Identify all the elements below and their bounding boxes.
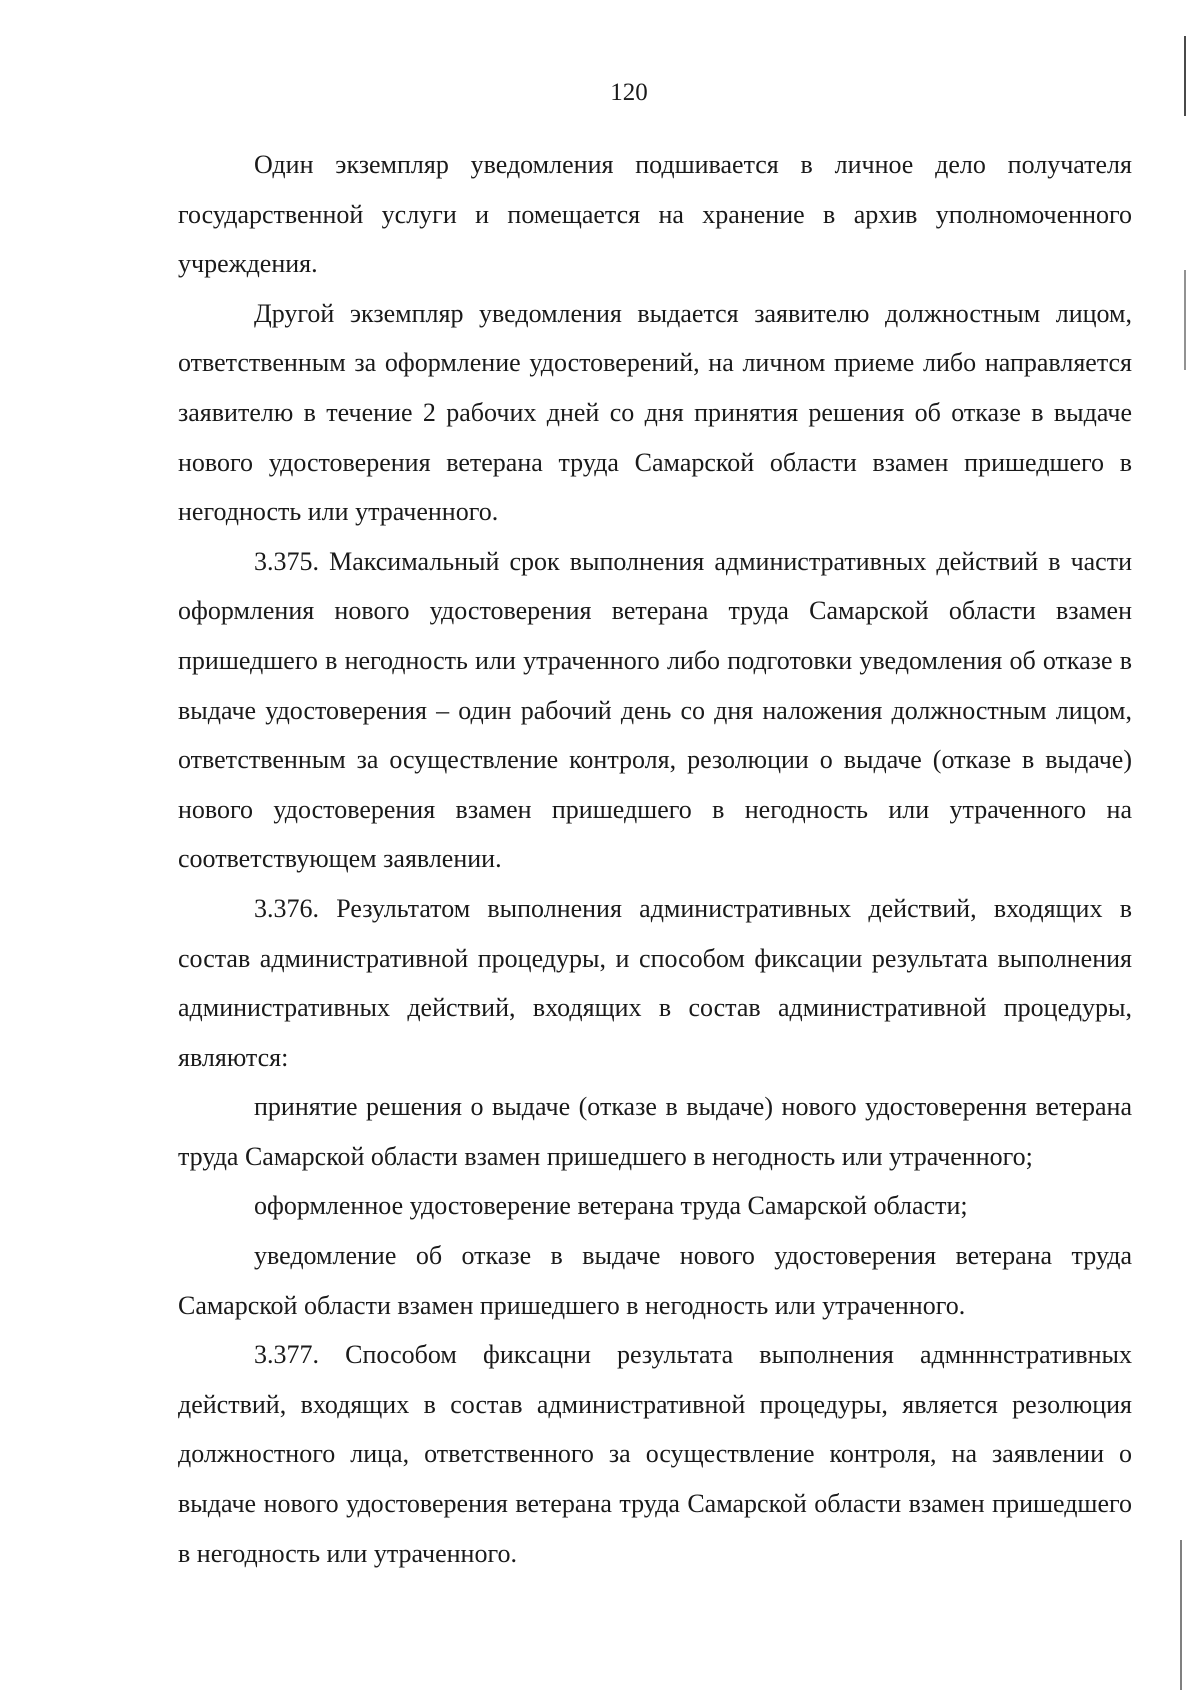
document-body (178, 140, 1132, 1578)
paragraph-3-377: 3.377. Способом фиксацни результата выполнения адмнннстративных действий, входящих в состав административной процедуры, является резолюция должностного лица, ответственного за осуществление контроля, на заявлении о выдаче нового удостоверения ветерана труда Самарской области взамен пришедшего в негодность или утраченного. (178, 1340, 1132, 1568)
paragraph-3-375: 3.375. Максимальный срок выполнения административных действий в части оформления нового удостоверения ветерана труда Самарской области взамен пришедшего в негодность или утраченного либо подготовки уведомления об отказе в выдаче удостоверения – один рабочий день со дня наложения должностным лицом, ответственным за осуществление контроля, резолюции о выдаче (отказе в выдаче) нового удостоверения взамен пришедшего в негодность или утраченного на соответствующем заявлении. (178, 546, 1132, 874)
list-item: принятие решения о выдаче (отказе в выдаче) нового удостоверення ветерана труда Самарской области взамен пришедшего в негодность или утраченного; (178, 1092, 1132, 1171)
paragraph: Другой экземпляр уведомления выдается заявителю должностным лицом, ответственным за оформление удостоверений, на личном приеме либо направляется заявителю в течение 2 рабочих дней со дня принятия решения об отказе в выдаче нового удостоверения ветерана труда Самарской области взамен пришедшего в негодность или утраченного. (178, 298, 1132, 527)
page-number: 120 (610, 79, 648, 106)
scan-artifact (1180, 1540, 1182, 1690)
scan-artifact (1184, 270, 1186, 370)
list-item: оформленное удостоверение ветерана труда Самарской области; (254, 1191, 968, 1221)
paragraph-3-376: 3.376. Результатом выполнения административных действий, входящих в состав административной процедуры, и способом фиксации результата выполнения административных действий, входящих в состав административной процедуры, являются: (178, 893, 1132, 1072)
scan-artifact (1184, 36, 1186, 116)
list-item: уведомление об отказе в выдаче нового удостоверения ветерана труда Самарской области взамен пришедшего в негодность или утраченного. (178, 1241, 1132, 1320)
paragraph: Один экземпляр уведомления подшивается в личное дело получателя государственной услуги и помещается на хранение в архив уполномоченного учреждения. (178, 150, 1132, 279)
